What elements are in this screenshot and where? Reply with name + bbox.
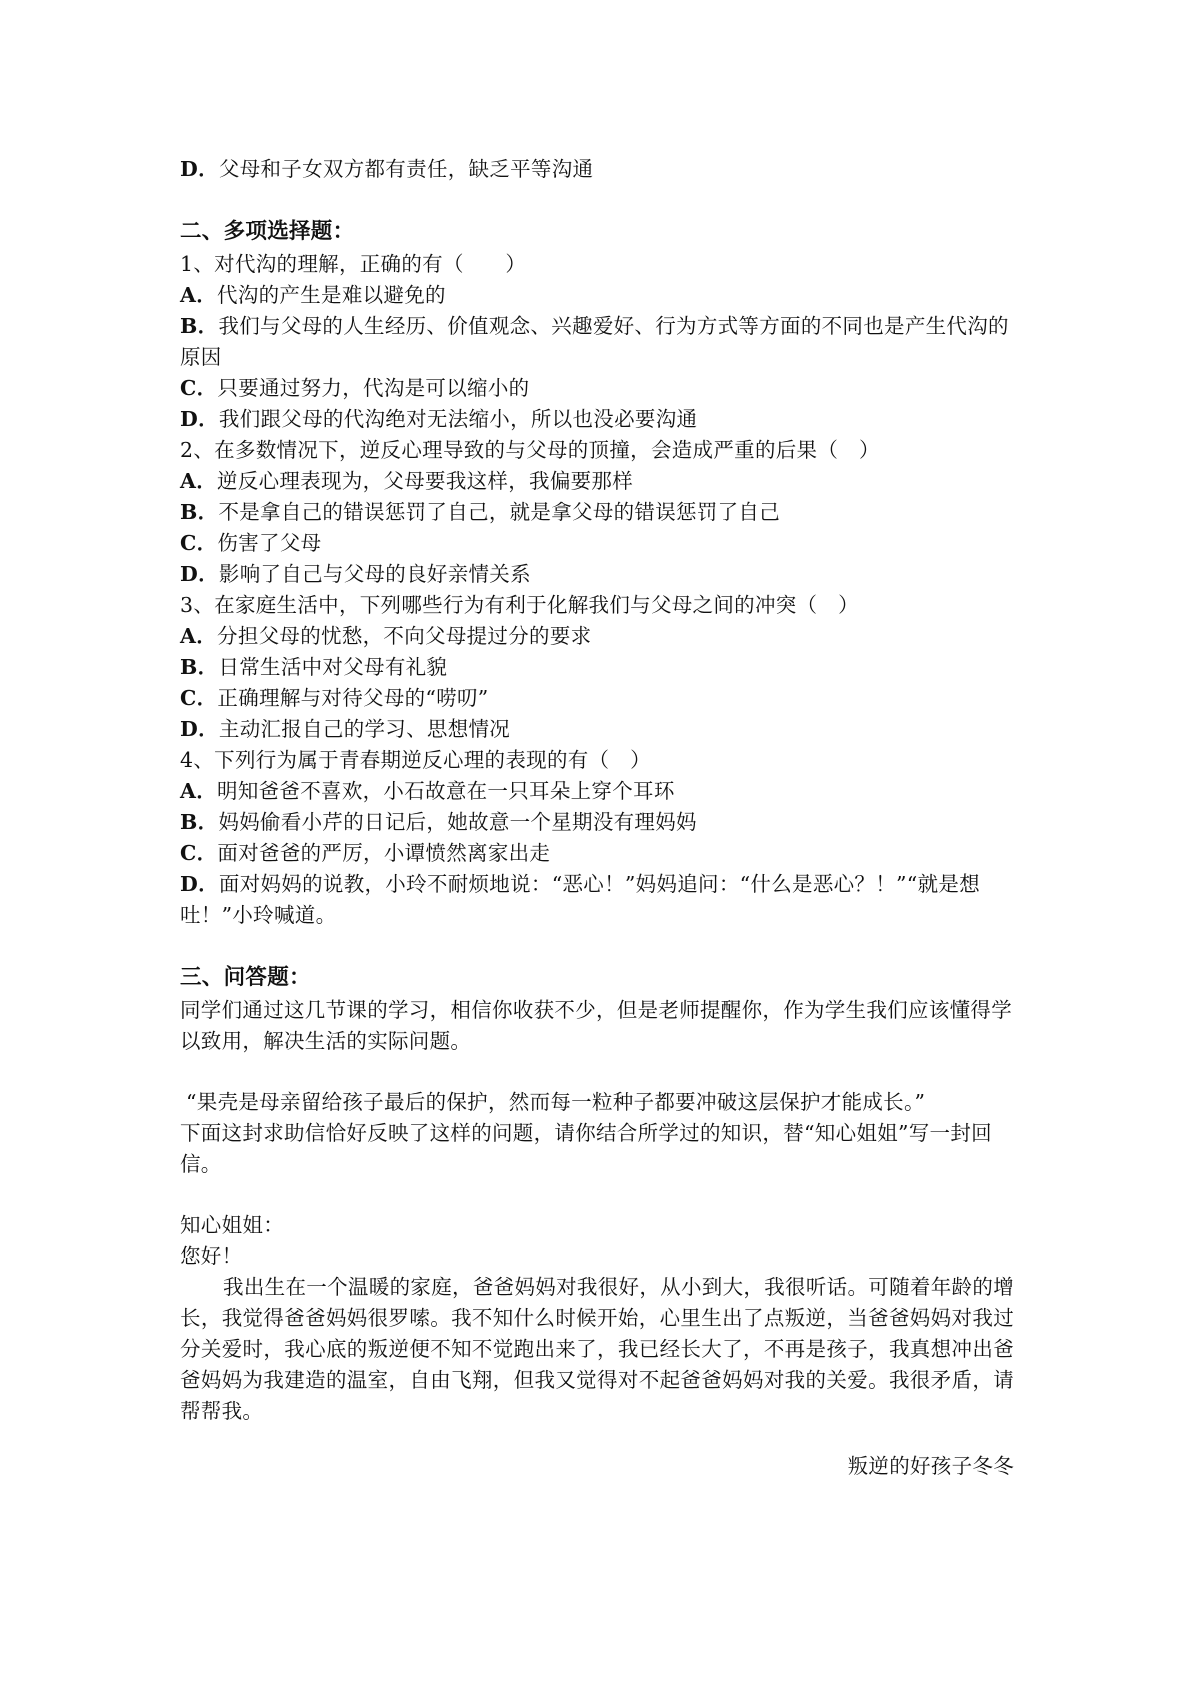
option-key: A．	[180, 779, 218, 803]
option-key: D．	[180, 157, 219, 181]
option-key: C．	[180, 686, 218, 710]
option-text: 面对妈妈的说教，小玲不耐烦地说：“恶心！”妈妈追问：“什么是恶心？！”“就是想吐！”小玲喊道。	[180, 872, 980, 927]
short-answer-intro: 同学们通过这几节课的学习，相信你收获不少，但是老师提醒你，作为学生我们应该懂得学以致用，解决生活的实际问题。	[180, 998, 1012, 1053]
question-2-option-d	[180, 559, 1014, 590]
option-text: 逆反心理表现为，父母要我这样，我偏要那样	[217, 469, 634, 493]
option-text: 不是拿自己的错误惩罚了自己，就是拿父母的错误惩罚了自己	[218, 500, 781, 524]
option-text: 分担父母的忧愁，不向父母提过分的要求	[217, 624, 592, 648]
question-3-option-b	[180, 652, 1014, 683]
option-key: D．	[180, 717, 219, 741]
letter-salutation: 知心姐姐：	[180, 1213, 284, 1237]
question-1-option-c	[180, 373, 1014, 404]
question-2-stem: 2、在多数情况下，逆反心理导致的与父母的顶撞，会造成严重的后果（ ）	[180, 438, 880, 462]
help-letter	[180, 1210, 1014, 1482]
question-2-option-b	[180, 497, 1014, 528]
option-text: 正确理解与对待父母的“唠叨”	[217, 686, 489, 710]
question-1-option-a	[180, 280, 1014, 311]
question-4-option-c	[180, 838, 1014, 869]
question-4-option-a	[180, 776, 1014, 807]
prev-question-option-d	[180, 154, 1014, 185]
letter-greeting: 您好！	[180, 1244, 243, 1268]
question-1-option-b	[180, 311, 1014, 373]
question-2-option-a	[180, 466, 1014, 497]
option-text: 我们跟父母的代沟绝对无法缩小，所以也没必要沟通	[218, 407, 698, 431]
option-text: 面对爸爸的严厉，小谭愤然离家出走	[217, 841, 551, 865]
option-text: 妈妈偷看小芹的日记后，她故意一个星期没有理妈妈	[218, 810, 697, 834]
short-answer-instruction: 下面这封求助信恰好反映了这样的问题，请你结合所学过的知识，替“知心姐姐”写一封回信。	[180, 1121, 992, 1176]
question-2-option-c	[180, 528, 1014, 559]
option-text: 伤害了父母	[217, 531, 322, 555]
question-3-stem: 3、在家庭生活中，下列哪些行为有利于化解我们与父母之间的冲突（ ）	[180, 593, 859, 617]
option-text: 影响了自己与父母的良好亲情关系	[218, 562, 531, 586]
section-heading-short-answer: 三、问答题：	[180, 965, 311, 990]
option-key: D．	[180, 872, 219, 896]
option-key: A．	[180, 624, 218, 648]
option-key: B．	[180, 314, 219, 338]
question-3-option-d	[180, 714, 1014, 745]
option-key: A．	[180, 469, 218, 493]
option-text: 日常生活中对父母有礼貌	[218, 655, 448, 679]
option-key: B．	[180, 500, 219, 524]
option-text: 我们与父母的人生经历、价值观念、兴趣爱好、行为方式等方面的不同也是产生代沟的原因	[180, 314, 1009, 369]
quote-line: “果壳是母亲留给孩子最后的保护，然而每一粒种子都要冲破这层保护才能成长。”	[186, 1090, 926, 1114]
question-4-option-b	[180, 807, 1014, 838]
option-text: 父母和子女双方都有责任，缺乏平等沟通	[218, 157, 594, 181]
question-3-option-a	[180, 621, 1014, 652]
question-3-option-c	[180, 683, 1014, 714]
letter-body: 我出生在一个温暖的家庭，爸爸妈妈对我很好，从小到大，我很听话。可随着年龄的增长，我觉得爸爸妈妈很罗嗦。我不知什么时候开始，心里生出了点叛逆，当爸爸妈妈对我过分关爱时，我心底的叛逆便不知不觉跑出来了，我已经长大了，不再是孩子，我真想冲出爸爸妈妈为我建造的温室，自由飞翔，但我又觉得对不起爸爸妈妈对我的关爱。我很矛盾，请帮帮我。	[180, 1275, 1014, 1423]
question-1-option-d	[180, 404, 1014, 435]
option-key: B．	[180, 810, 219, 834]
option-text: 明知爸爸不喜欢，小石故意在一只耳朵上穿个耳环	[217, 779, 675, 803]
option-text: 代沟的产生是难以避免的	[217, 283, 446, 307]
option-text: 主动汇报自己的学习、思想情况	[218, 717, 511, 741]
section-heading-multiple-choice: 二、多项选择题：	[180, 219, 355, 244]
question-4-stem: 4、下列行为属于青春期逆反心理的表现的有（ ）	[180, 748, 651, 772]
document-content	[180, 154, 1014, 1482]
option-key: D．	[180, 407, 219, 431]
option-text: 只要通过努力，代沟是可以缩小的	[217, 376, 530, 400]
question-4-option-d	[180, 869, 1014, 931]
letter-signature: 叛逆的好孩子冬冬	[847, 1454, 1014, 1478]
option-key: A．	[180, 283, 218, 307]
option-key: C．	[180, 531, 218, 555]
option-key: C．	[180, 841, 218, 865]
option-key: D．	[180, 562, 219, 586]
option-key: B．	[180, 655, 219, 679]
question-1-stem: 1、对代沟的理解，正确的有（ ）	[180, 252, 527, 276]
option-key: C．	[180, 376, 218, 400]
